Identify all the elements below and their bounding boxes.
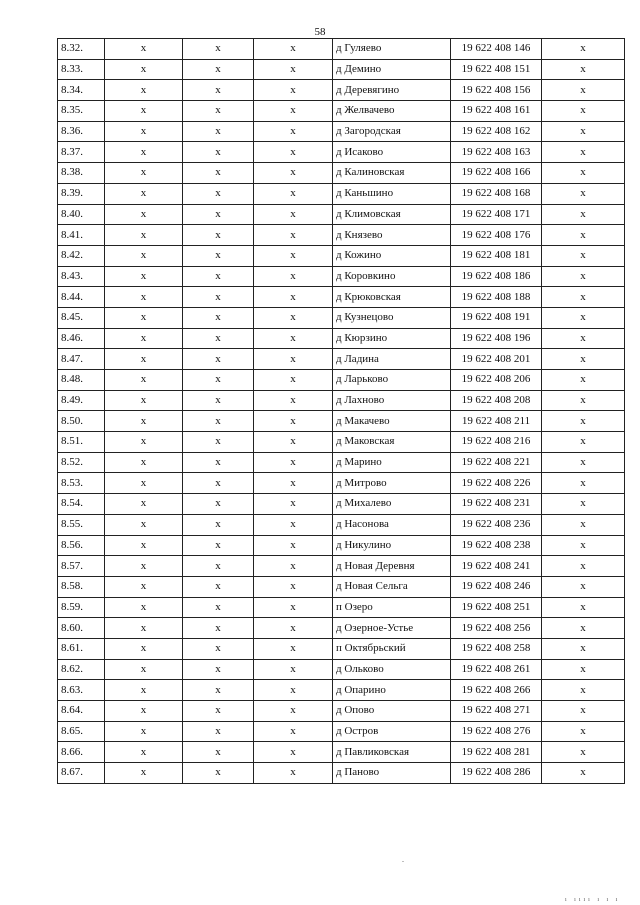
placeholder-cell: x bbox=[542, 742, 625, 763]
placeholder-cell: x bbox=[254, 142, 333, 163]
placeholder-cell: x bbox=[105, 701, 183, 722]
placeholder-cell: x bbox=[183, 307, 254, 328]
table-row bbox=[58, 287, 625, 308]
oktmo-code-cell: 19 622 408 186 bbox=[451, 266, 542, 287]
placeholder-cell: x bbox=[183, 349, 254, 370]
placeholder-cell: x bbox=[254, 452, 333, 473]
settlement-name-cell: д Опово bbox=[333, 701, 451, 722]
table-row bbox=[58, 328, 625, 349]
table-row bbox=[58, 701, 625, 722]
row-number-cell: 8.54. bbox=[58, 494, 105, 515]
settlement-name-cell: д Озерное-Устье bbox=[333, 618, 451, 639]
row-number-cell: 8.66. bbox=[58, 742, 105, 763]
placeholder-cell: x bbox=[254, 411, 333, 432]
placeholder-cell: x bbox=[183, 742, 254, 763]
settlement-name-cell: д Михалево bbox=[333, 494, 451, 515]
row-number-cell: 8.55. bbox=[58, 514, 105, 535]
row-number-cell: 8.37. bbox=[58, 142, 105, 163]
table-row bbox=[58, 142, 625, 163]
settlement-name-cell: д Новая Сельга bbox=[333, 576, 451, 597]
placeholder-cell: x bbox=[542, 59, 625, 80]
settlement-name-cell: д Макачево bbox=[333, 411, 451, 432]
placeholder-cell: x bbox=[105, 411, 183, 432]
placeholder-cell: x bbox=[105, 142, 183, 163]
settlement-name-cell: д Исаково bbox=[333, 142, 451, 163]
oktmo-code-cell: 19 622 408 261 bbox=[451, 659, 542, 680]
placeholder-cell: x bbox=[254, 432, 333, 453]
row-number-cell: 8.41. bbox=[58, 225, 105, 246]
placeholder-cell: x bbox=[254, 535, 333, 556]
table-row bbox=[58, 638, 625, 659]
row-number-cell: 8.64. bbox=[58, 701, 105, 722]
placeholder-cell: x bbox=[254, 514, 333, 535]
settlement-name-cell: д Никулино bbox=[333, 535, 451, 556]
placeholder-cell: x bbox=[254, 370, 333, 391]
placeholder-cell: x bbox=[183, 245, 254, 266]
placeholder-cell: x bbox=[183, 618, 254, 639]
oktmo-code-cell: 19 622 408 226 bbox=[451, 473, 542, 494]
oktmo-code-cell: 19 622 408 266 bbox=[451, 680, 542, 701]
placeholder-cell: x bbox=[105, 163, 183, 184]
table-row bbox=[58, 618, 625, 639]
placeholder-cell: x bbox=[254, 204, 333, 225]
placeholder-cell: x bbox=[542, 763, 625, 784]
placeholder-cell: x bbox=[105, 618, 183, 639]
placeholder-cell: x bbox=[254, 307, 333, 328]
oktmo-code-cell: 19 622 408 211 bbox=[451, 411, 542, 432]
placeholder-cell: x bbox=[254, 597, 333, 618]
placeholder-cell: x bbox=[254, 390, 333, 411]
placeholder-cell: x bbox=[542, 307, 625, 328]
placeholder-cell: x bbox=[542, 121, 625, 142]
oktmo-code-cell: 19 622 408 196 bbox=[451, 328, 542, 349]
placeholder-cell: x bbox=[254, 494, 333, 515]
placeholder-cell: x bbox=[183, 80, 254, 101]
placeholder-cell: x bbox=[542, 473, 625, 494]
table-row bbox=[58, 473, 625, 494]
placeholder-cell: x bbox=[105, 597, 183, 618]
placeholder-cell: x bbox=[542, 721, 625, 742]
placeholder-cell: x bbox=[542, 225, 625, 246]
row-number-cell: 8.57. bbox=[58, 556, 105, 577]
oktmo-code-cell: 19 622 408 258 bbox=[451, 638, 542, 659]
placeholder-cell: x bbox=[542, 494, 625, 515]
table-row bbox=[58, 183, 625, 204]
row-number-cell: 8.40. bbox=[58, 204, 105, 225]
placeholder-cell: x bbox=[542, 514, 625, 535]
placeholder-cell: x bbox=[183, 721, 254, 742]
placeholder-cell: x bbox=[183, 452, 254, 473]
settlement-name-cell: д Опарино bbox=[333, 680, 451, 701]
placeholder-cell: x bbox=[254, 701, 333, 722]
row-number-cell: 8.35. bbox=[58, 101, 105, 122]
table-row bbox=[58, 680, 625, 701]
settlement-name-cell: п Озеро bbox=[333, 597, 451, 618]
placeholder-cell: x bbox=[183, 370, 254, 391]
settlement-name-cell: д Загородская bbox=[333, 121, 451, 142]
placeholder-cell: x bbox=[105, 349, 183, 370]
oktmo-code-cell: 19 622 408 246 bbox=[451, 576, 542, 597]
placeholder-cell: x bbox=[542, 638, 625, 659]
oktmo-code-cell: 19 622 408 156 bbox=[451, 80, 542, 101]
settlement-name-cell: д Князево bbox=[333, 225, 451, 246]
row-number-cell: 8.42. bbox=[58, 245, 105, 266]
row-number-cell: 8.58. bbox=[58, 576, 105, 597]
placeholder-cell: x bbox=[254, 245, 333, 266]
table-row bbox=[58, 39, 625, 60]
settlement-name-cell: д Остров bbox=[333, 721, 451, 742]
settlement-name-cell: д Павликовская bbox=[333, 742, 451, 763]
row-number-cell: 8.63. bbox=[58, 680, 105, 701]
oktmo-code-cell: 19 622 408 201 bbox=[451, 349, 542, 370]
placeholder-cell: x bbox=[105, 452, 183, 473]
placeholder-cell: x bbox=[254, 349, 333, 370]
placeholder-cell: x bbox=[105, 266, 183, 287]
placeholder-cell: x bbox=[542, 142, 625, 163]
placeholder-cell: x bbox=[254, 163, 333, 184]
placeholder-cell: x bbox=[105, 204, 183, 225]
row-number-cell: 8.34. bbox=[58, 80, 105, 101]
placeholder-cell: x bbox=[105, 287, 183, 308]
placeholder-cell: x bbox=[542, 287, 625, 308]
placeholder-cell: x bbox=[183, 535, 254, 556]
settlement-name-cell: д Калиновская bbox=[333, 163, 451, 184]
placeholder-cell: x bbox=[105, 225, 183, 246]
row-number-cell: 8.60. bbox=[58, 618, 105, 639]
placeholder-cell: x bbox=[254, 59, 333, 80]
settlement-name-cell: д Кюрзино bbox=[333, 328, 451, 349]
placeholder-cell: x bbox=[105, 432, 183, 453]
placeholder-cell: x bbox=[183, 142, 254, 163]
oktmo-code-cell: 19 622 408 251 bbox=[451, 597, 542, 618]
placeholder-cell: x bbox=[254, 763, 333, 784]
placeholder-cell: x bbox=[254, 556, 333, 577]
placeholder-cell: x bbox=[542, 556, 625, 577]
placeholder-cell: x bbox=[183, 204, 254, 225]
row-number-cell: 8.43. bbox=[58, 266, 105, 287]
placeholder-cell: x bbox=[183, 101, 254, 122]
settlement-name-cell: д Лахново bbox=[333, 390, 451, 411]
placeholder-cell: x bbox=[254, 80, 333, 101]
table-row bbox=[58, 535, 625, 556]
placeholder-cell: x bbox=[542, 101, 625, 122]
placeholder-cell: x bbox=[183, 121, 254, 142]
oktmo-code-cell: 19 622 408 181 bbox=[451, 245, 542, 266]
placeholder-cell: x bbox=[183, 266, 254, 287]
placeholder-cell: x bbox=[183, 163, 254, 184]
placeholder-cell: x bbox=[105, 245, 183, 266]
placeholder-cell: x bbox=[105, 556, 183, 577]
oktmo-code-cell: 19 622 408 188 bbox=[451, 287, 542, 308]
oktmo-code-cell: 19 622 408 281 bbox=[451, 742, 542, 763]
oktmo-code-cell: 19 622 408 236 bbox=[451, 514, 542, 535]
placeholder-cell: x bbox=[183, 39, 254, 60]
placeholder-cell: x bbox=[254, 39, 333, 60]
table-row bbox=[58, 432, 625, 453]
placeholder-cell: x bbox=[105, 328, 183, 349]
settlement-name-cell: д Коровкино bbox=[333, 266, 451, 287]
table-row bbox=[58, 225, 625, 246]
oktmo-code-cell: 19 622 408 241 bbox=[451, 556, 542, 577]
row-number-cell: 8.51. bbox=[58, 432, 105, 453]
settlement-name-cell: д Ладина bbox=[333, 349, 451, 370]
placeholder-cell: x bbox=[183, 597, 254, 618]
placeholder-cell: x bbox=[183, 328, 254, 349]
settlement-name-cell: д Деревягино bbox=[333, 80, 451, 101]
table-row bbox=[58, 349, 625, 370]
table-row bbox=[58, 121, 625, 142]
settlement-name-cell: д Климовская bbox=[333, 204, 451, 225]
oktmo-code-cell: 19 622 408 163 bbox=[451, 142, 542, 163]
oktmo-code-cell: 19 622 408 286 bbox=[451, 763, 542, 784]
table-row bbox=[58, 659, 625, 680]
placeholder-cell: x bbox=[542, 183, 625, 204]
oktmo-code-cell: 19 622 408 256 bbox=[451, 618, 542, 639]
table-row bbox=[58, 204, 625, 225]
placeholder-cell: x bbox=[183, 659, 254, 680]
row-number-cell: 8.32. bbox=[58, 39, 105, 60]
placeholder-cell: x bbox=[105, 390, 183, 411]
settlement-name-cell: д Марино bbox=[333, 452, 451, 473]
placeholder-cell: x bbox=[542, 245, 625, 266]
oktmo-code-cell: 19 622 408 162 bbox=[451, 121, 542, 142]
oktmo-code-cell: 19 622 408 168 bbox=[451, 183, 542, 204]
row-number-cell: 8.50. bbox=[58, 411, 105, 432]
row-number-cell: 8.39. bbox=[58, 183, 105, 204]
table-row bbox=[58, 494, 625, 515]
placeholder-cell: x bbox=[183, 432, 254, 453]
placeholder-cell: x bbox=[183, 763, 254, 784]
placeholder-cell: x bbox=[183, 411, 254, 432]
row-number-cell: 8.48. bbox=[58, 370, 105, 391]
row-number-cell: 8.38. bbox=[58, 163, 105, 184]
table-row bbox=[58, 721, 625, 742]
placeholder-cell: x bbox=[254, 328, 333, 349]
placeholder-cell: x bbox=[105, 721, 183, 742]
oktmo-code-cell: 19 622 408 166 bbox=[451, 163, 542, 184]
placeholder-cell: x bbox=[542, 659, 625, 680]
placeholder-cell: x bbox=[254, 473, 333, 494]
placeholder-cell: x bbox=[254, 618, 333, 639]
row-number-cell: 8.53. bbox=[58, 473, 105, 494]
row-number-cell: 8.62. bbox=[58, 659, 105, 680]
placeholder-cell: x bbox=[105, 80, 183, 101]
placeholder-cell: x bbox=[254, 576, 333, 597]
settlement-name-cell: д Ольково bbox=[333, 659, 451, 680]
settlement-name-cell: д Паново bbox=[333, 763, 451, 784]
settlement-name-cell: д Митрово bbox=[333, 473, 451, 494]
table-body bbox=[58, 39, 625, 784]
settlement-name-cell: п Октябрьский bbox=[333, 638, 451, 659]
row-number-cell: 8.65. bbox=[58, 721, 105, 742]
placeholder-cell: x bbox=[105, 742, 183, 763]
placeholder-cell: x bbox=[105, 680, 183, 701]
placeholder-cell: x bbox=[105, 638, 183, 659]
settlement-name-cell: д Желвачево bbox=[333, 101, 451, 122]
placeholder-cell: x bbox=[542, 535, 625, 556]
settlement-name-cell: д Новая Деревня bbox=[333, 556, 451, 577]
row-number-cell: 8.33. bbox=[58, 59, 105, 80]
table-row bbox=[58, 576, 625, 597]
oktmo-code-cell: 19 622 408 206 bbox=[451, 370, 542, 391]
row-number-cell: 8.45. bbox=[58, 307, 105, 328]
oktmo-code-cell: 19 622 408 161 bbox=[451, 101, 542, 122]
table-row bbox=[58, 742, 625, 763]
row-number-cell: 8.61. bbox=[58, 638, 105, 659]
placeholder-cell: x bbox=[105, 494, 183, 515]
oktmo-code-cell: 19 622 408 271 bbox=[451, 701, 542, 722]
placeholder-cell: x bbox=[542, 328, 625, 349]
oktmo-code-cell: 19 622 408 238 bbox=[451, 535, 542, 556]
row-number-cell: 8.59. bbox=[58, 597, 105, 618]
table-row bbox=[58, 307, 625, 328]
placeholder-cell: x bbox=[105, 535, 183, 556]
placeholder-cell: x bbox=[542, 163, 625, 184]
placeholder-cell: x bbox=[183, 287, 254, 308]
placeholder-cell: x bbox=[254, 659, 333, 680]
placeholder-cell: x bbox=[105, 514, 183, 535]
table-row bbox=[58, 390, 625, 411]
placeholder-cell: x bbox=[254, 121, 333, 142]
placeholder-cell: x bbox=[105, 473, 183, 494]
scan-speck: . bbox=[402, 855, 404, 864]
row-number-cell: 8.67. bbox=[58, 763, 105, 784]
table-row bbox=[58, 245, 625, 266]
oktmo-code-cell: 19 622 408 191 bbox=[451, 307, 542, 328]
placeholder-cell: x bbox=[105, 59, 183, 80]
placeholder-cell: x bbox=[183, 680, 254, 701]
row-number-cell: 8.56. bbox=[58, 535, 105, 556]
placeholder-cell: x bbox=[183, 638, 254, 659]
oktmo-code-cell: 19 622 408 146 bbox=[451, 39, 542, 60]
table-row bbox=[58, 452, 625, 473]
placeholder-cell: x bbox=[542, 597, 625, 618]
placeholder-cell: x bbox=[542, 680, 625, 701]
table-row bbox=[58, 514, 625, 535]
settlement-name-cell: д Насонова bbox=[333, 514, 451, 535]
table-row bbox=[58, 266, 625, 287]
placeholder-cell: x bbox=[183, 576, 254, 597]
placeholder-cell: x bbox=[254, 638, 333, 659]
placeholder-cell: x bbox=[183, 473, 254, 494]
oktmo-code-cell: 19 622 408 276 bbox=[451, 721, 542, 742]
placeholder-cell: x bbox=[183, 701, 254, 722]
placeholder-cell: x bbox=[254, 680, 333, 701]
row-number-cell: 8.47. bbox=[58, 349, 105, 370]
oktmo-code-cell: 19 622 408 221 bbox=[451, 452, 542, 473]
settlement-name-cell: д Кожино bbox=[333, 245, 451, 266]
oktmo-code-cell: 19 622 408 216 bbox=[451, 432, 542, 453]
placeholder-cell: x bbox=[542, 390, 625, 411]
placeholder-cell: x bbox=[542, 432, 625, 453]
row-number-cell: 8.49. bbox=[58, 390, 105, 411]
placeholder-cell: x bbox=[542, 39, 625, 60]
placeholder-cell: x bbox=[254, 287, 333, 308]
table-row bbox=[58, 163, 625, 184]
placeholder-cell: x bbox=[254, 101, 333, 122]
placeholder-cell: x bbox=[254, 721, 333, 742]
placeholder-cell: x bbox=[105, 763, 183, 784]
placeholder-cell: x bbox=[183, 556, 254, 577]
oktmo-code-cell: 19 622 408 208 bbox=[451, 390, 542, 411]
settlement-name-cell: д Каньшино bbox=[333, 183, 451, 204]
placeholder-cell: x bbox=[105, 307, 183, 328]
table-row bbox=[58, 411, 625, 432]
placeholder-cell: x bbox=[254, 183, 333, 204]
placeholder-cell: x bbox=[183, 225, 254, 246]
settlement-name-cell: д Крюковская bbox=[333, 287, 451, 308]
row-number-cell: 8.44. bbox=[58, 287, 105, 308]
placeholder-cell: x bbox=[105, 659, 183, 680]
settlement-name-cell: д Демино bbox=[333, 59, 451, 80]
table-row bbox=[58, 597, 625, 618]
placeholder-cell: x bbox=[542, 80, 625, 101]
table-row bbox=[58, 101, 625, 122]
placeholder-cell: x bbox=[183, 390, 254, 411]
placeholder-cell: x bbox=[254, 225, 333, 246]
placeholder-cell: x bbox=[542, 701, 625, 722]
oktmo-code-cell: 19 622 408 151 bbox=[451, 59, 542, 80]
table-row bbox=[58, 556, 625, 577]
placeholder-cell: x bbox=[542, 266, 625, 287]
page-number: 58 bbox=[314, 26, 326, 38]
table-row bbox=[58, 80, 625, 101]
placeholder-cell: x bbox=[183, 183, 254, 204]
settlement-name-cell: д Гуляево bbox=[333, 39, 451, 60]
placeholder-cell: x bbox=[183, 59, 254, 80]
settlements-table bbox=[57, 38, 625, 784]
row-number-cell: 8.46. bbox=[58, 328, 105, 349]
placeholder-cell: x bbox=[105, 121, 183, 142]
placeholder-cell: x bbox=[105, 576, 183, 597]
placeholder-cell: x bbox=[542, 370, 625, 391]
placeholder-cell: x bbox=[542, 204, 625, 225]
placeholder-cell: x bbox=[254, 266, 333, 287]
placeholder-cell: x bbox=[105, 101, 183, 122]
placeholder-cell: x bbox=[105, 39, 183, 60]
placeholder-cell: x bbox=[542, 618, 625, 639]
oktmo-code-cell: 19 622 408 231 bbox=[451, 494, 542, 515]
row-number-cell: 8.36. bbox=[58, 121, 105, 142]
table-row bbox=[58, 763, 625, 784]
settlement-name-cell: д Кузнецово bbox=[333, 307, 451, 328]
oktmo-code-cell: 19 622 408 171 bbox=[451, 204, 542, 225]
scan-edge-marks: ı ıııı ı ı ı bbox=[565, 897, 621, 903]
placeholder-cell: x bbox=[542, 411, 625, 432]
row-number-cell: 8.52. bbox=[58, 452, 105, 473]
placeholder-cell: x bbox=[542, 349, 625, 370]
placeholder-cell: x bbox=[254, 742, 333, 763]
placeholder-cell: x bbox=[542, 452, 625, 473]
settlement-name-cell: д Ларьково bbox=[333, 370, 451, 391]
oktmo-code-cell: 19 622 408 176 bbox=[451, 225, 542, 246]
placeholder-cell: x bbox=[105, 370, 183, 391]
placeholder-cell: x bbox=[542, 576, 625, 597]
table-row bbox=[58, 59, 625, 80]
placeholder-cell: x bbox=[183, 514, 254, 535]
placeholder-cell: x bbox=[105, 183, 183, 204]
placeholder-cell: x bbox=[183, 494, 254, 515]
table-row bbox=[58, 370, 625, 391]
settlement-name-cell: д Маковская bbox=[333, 432, 451, 453]
